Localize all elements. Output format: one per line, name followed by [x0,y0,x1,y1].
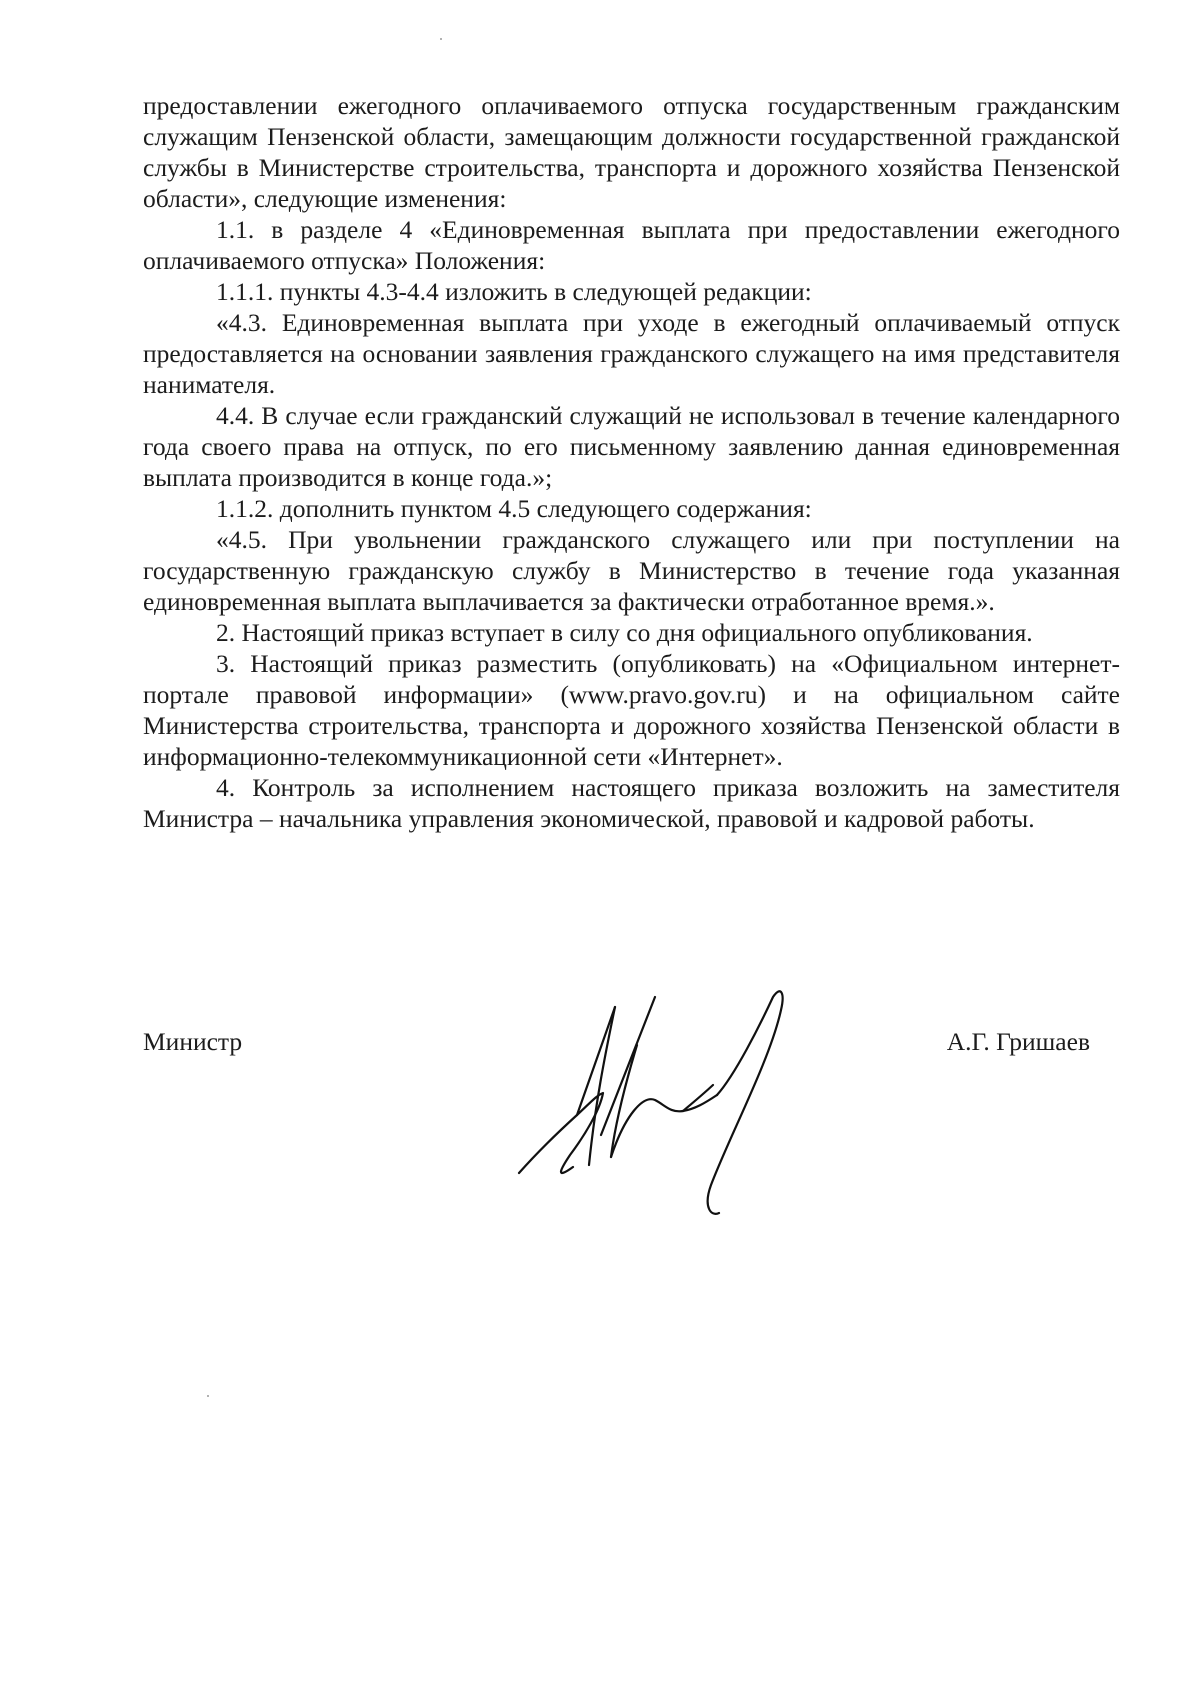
paragraph-1-1-1: 1.1.1. пункты 4.3-4.4 изложить в следующей редакции: [216,277,812,306]
scan-speck [207,1395,209,1397]
paragraph-2: 2. Настоящий приказ вступает в силу со дня официального опубликования. [216,618,1033,647]
handwritten-signature [515,985,825,1225]
paragraph-4: 4. Контроль за исполнением настоящего приказа возложить на заместителя Министра – начальника управления экономической, правовой и кадровой работы. [143,773,1120,833]
paragraph-intro: предоставлении ежегодного оплачиваемого отпуска государственным гражданским служащим Пензенской области, замещающим должности государственной гражданской службы в Министерстве строительства, транспорта и дорожного хозяйства Пензенской области», следующие изменения: [143,91,1120,213]
paragraph-1-1: 1.1. в разделе 4 «Единовременная выплата при предоставлении ежегодного оплачиваемого отпуска» Положения: [143,215,1120,275]
document-body [143,90,1120,834]
paragraph-4-3: «4.3. Единовременная выплата при уходе в ежегодный оплачиваемый отпуск предоставляется на основании заявления гражданского служащего на имя представителя нанимателя. [143,308,1120,399]
signatory-name: А.Г. Гришаев [946,1027,1090,1056]
paragraph-4-5: «4.5. При увольнении гражданского служащего или при поступлении на государственную гражданскую службу в Министерство в течение года указанная единовременная выплата выплачивается за фактически отработанное время.». [143,525,1120,616]
paragraph-1-1-2: 1.1.2. дополнить пунктом 4.5 следующего содержания: [216,494,812,523]
scan-speck [440,38,442,40]
signatory-title: Министр [143,1027,243,1056]
paragraph-3: 3. Настоящий приказ разместить (опубликовать) на «Официальном интернет-портале правовой информации» (www.pravo.gov.ru) и на официальном сайте Министерства строительства, транспорта и дорожного хозяйства Пензенской области в информационно-телекоммуникационной сети «Интернет». [143,649,1120,771]
paragraph-4-4: 4.4. В случае если гражданский служащий не использовал в течение календарного года своего права на отпуск, по его письменному заявлению данная единовременная выплата производится в конце года.»; [143,401,1120,492]
